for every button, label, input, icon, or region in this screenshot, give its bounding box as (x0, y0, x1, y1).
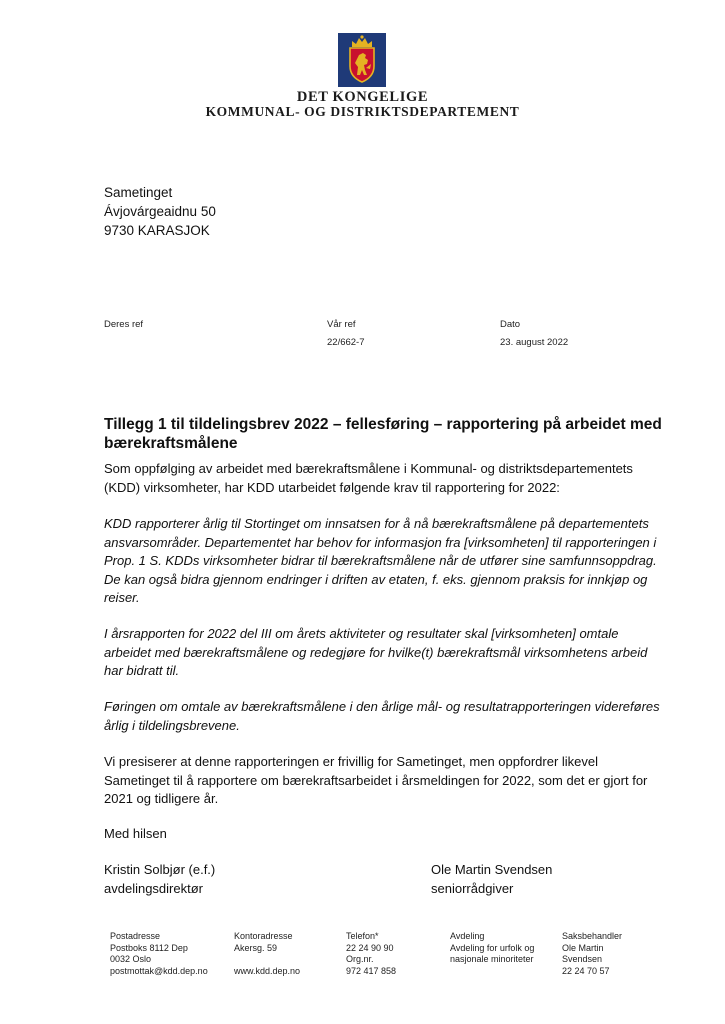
deres-ref-label: Deres ref (104, 319, 144, 330)
footer-avdeling (450, 931, 534, 966)
quote-paragraph-1: KDD rapporterer årlig til Stortinget om innsatsen for å nå bærekraftsmålene på departementets ansvarsområder. Departementet har behov for informasjon fra [virksomheten] til rapporteringen i Prop. 1 S. KDDs virksomheter bidrar til bærekraftsmålene når de utfører sine samfunnsoppdrag. De kan også bidra gjennom endringer i driften av etaten, f. eks. gjennom praksis for innkjøp og reiser. (104, 516, 657, 605)
footer-heading: Saksbehandler (562, 931, 623, 941)
recipient-name: Sametinget (104, 185, 173, 200)
footer-telefon (346, 931, 396, 977)
footer-heading: Postadresse (110, 931, 161, 941)
quote-paragraph-2: I årsrapporten for 2022 del III om årets aktiviteter og resultater skal [virksomheten] omtale arbeidet med bærekraftsmålene og redegjøre for hvilke(t) bærekraftsmål virksomhetens arbeid har bidratt til. (104, 626, 648, 678)
signature-name-2: Ole Martin Svendsen (431, 862, 553, 877)
recipient-postal: 9730 KARASJOK (104, 223, 210, 238)
footer-line: Org.nr. (346, 954, 374, 964)
closing-paragraph: Vi presiserer at denne rapporteringen er frivillig for Sametinget, men oppfordrer likevel Sametinget til å rapportere om bærekraftsarbeidet i årsmeldingen for 2022, som det er gjort for 2021 og tidligere år. (104, 754, 648, 806)
footer-heading: Avdeling (450, 931, 485, 941)
footer-line: 0032 Oslo (110, 954, 152, 964)
ministry-name-line2: KOMMUNAL- OG DISTRIKTSDEPARTEMENT (205, 104, 520, 119)
quote-paragraph-3: Føringen om omtale av bærekraftsmålene i den årlige mål- og resultatrapporteringen videreføres årlig i tildelingsbrevene. (104, 699, 660, 733)
signature-title-1: avdelingsdirektør (104, 881, 203, 896)
footer-line: nasjonale minoriteter (450, 954, 534, 964)
footer-line: Avdeling for urfolk og (450, 942, 535, 953)
footer-line: 972 417 858 (346, 965, 397, 976)
signature-title-2: seniorrådgiver (431, 881, 514, 896)
footer-saksbehandler (562, 931, 622, 977)
dato-value: 23. august 2022 (500, 337, 569, 348)
intro-paragraph: Som oppfølging av arbeidet med bærekraftsmålene i Kommunal- og distriktsdepartementets (KDD) virksomheter, har KDD utarbeidet følgende krav til rapportering for 2022: (104, 461, 633, 495)
var-ref-value: 22/662-7 (327, 337, 365, 348)
footer-heading: Telefon* (346, 931, 379, 941)
footer-website[interactable]: www.kdd.dep.no (234, 965, 301, 976)
footer-heading: Kontoradresse (234, 931, 293, 941)
greeting: Med hilsen (104, 826, 167, 841)
footer-kontoradresse (234, 931, 300, 977)
ministry-name-line1: DET KONGELIGE (296, 89, 429, 105)
dato-label: Dato (500, 319, 521, 330)
letter-title: Tillegg 1 til tildelingsbrev 2022 – fellesføring – rapportering på arbeidet med bærekraftsmålene (104, 416, 662, 452)
footer-postadresse (110, 931, 208, 977)
signature-name-1: Kristin Solbjør (e.f.) (104, 862, 216, 877)
footer-email[interactable]: postmottak@kdd.dep.no (110, 965, 208, 976)
footer-line: Akersg. 59 (234, 942, 278, 953)
recipient-street: Ávjovárgeaidnu 50 (104, 204, 216, 219)
footer-line: 22 24 70 57 (562, 965, 610, 976)
footer-line: Postboks 8112 Dep (110, 942, 188, 953)
coat-of-arms-logo (338, 33, 386, 87)
footer-line: Svendsen (562, 954, 603, 964)
footer-line: Ole Martin (562, 942, 604, 953)
footer-line: 22 24 90 90 (346, 942, 394, 953)
var-ref-label: Vår ref (327, 319, 356, 330)
footer-line (234, 954, 300, 966)
